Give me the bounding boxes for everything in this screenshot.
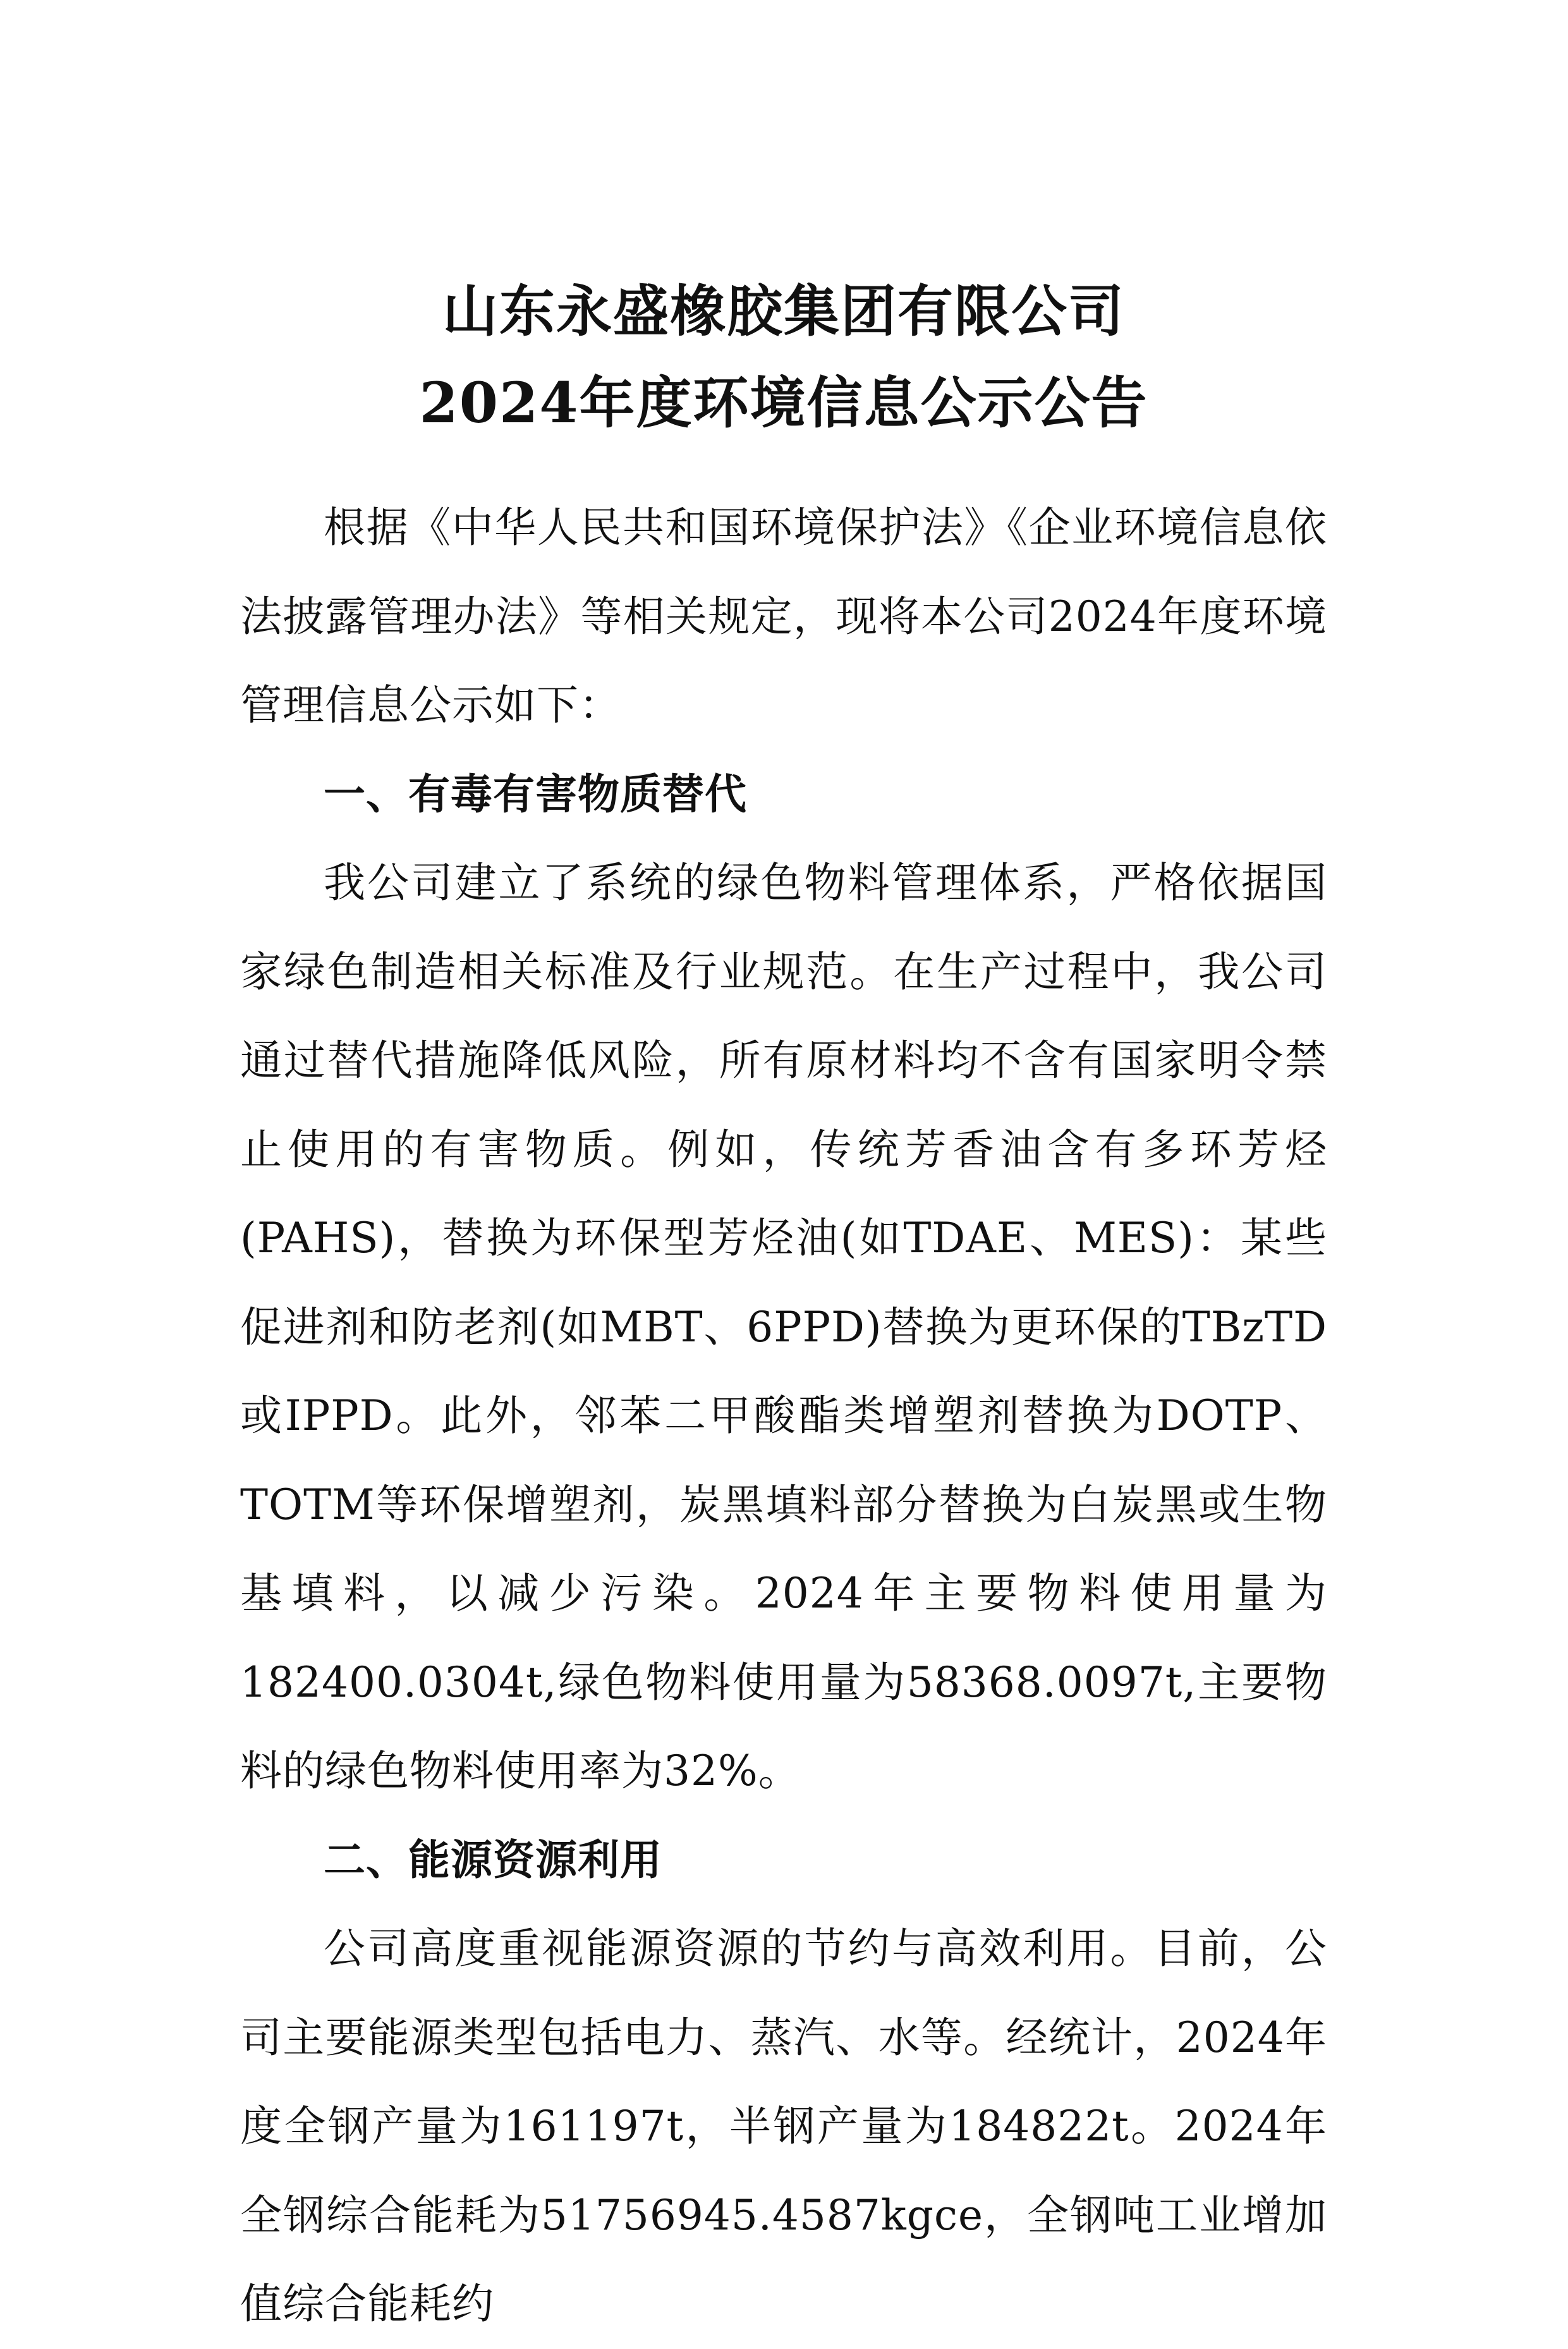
document-title <box>240 265 1327 449</box>
section-body-hazardous-substitution: 我公司建立了系统的绿色物料管理体系，严格依据国家绿色制造相关标准及行业规范。在生产过程中，我公司通过替代措施降低风险，所有原材料均不含有国家明令禁止使用的有害物质。例如，传统芳香油含有多环芳烃(PAHS)，替换为环保型芳烃油(如TDAE、MES)：某些促进剂和防老剂(如MBT、6PPD)替换为更环保的TBzTD或IPPD。此外，邻苯二甲酸酯类增塑剂替换为DOTP、TOTM等环保增塑剂，炭黑填料部分替换为白炭黑或生物基填料，以减少污染。2024年主要物料使用量为182400.0304t,绿色物料使用量为58368.0097t,主要物料的绿色物料使用率为32%。 <box>240 858 1327 1795</box>
document-body <box>240 484 1327 2349</box>
section-heading-hazardous-substitution: 一、有毒有害物质替代 <box>324 769 747 819</box>
title-company-name: 山东永盛橡胶集团有限公司 <box>442 278 1125 344</box>
section-body-energy-resources: 公司高度重视能源资源的节约与高效利用。目前，公司主要能源类型包括电力、蒸汽、水等。经统计，2024年度全钢产量为161197t，半钢产量为184822t。2024年全钢综合能耗为51756945.4587kgce，全钢吨工业增加值综合能耗约 <box>240 1924 1327 2328</box>
intro-paragraph: 根据《中华人民共和国环境保护法》《企业环境信息依法披露管理办法》等相关规定，现将本公司2024年度环境管理信息公示如下： <box>240 503 1327 729</box>
title-announcement: 2024年度环境信息公示公告 <box>419 370 1148 436</box>
section-heading-energy-resources: 二、能源资源利用 <box>324 1835 662 1884</box>
